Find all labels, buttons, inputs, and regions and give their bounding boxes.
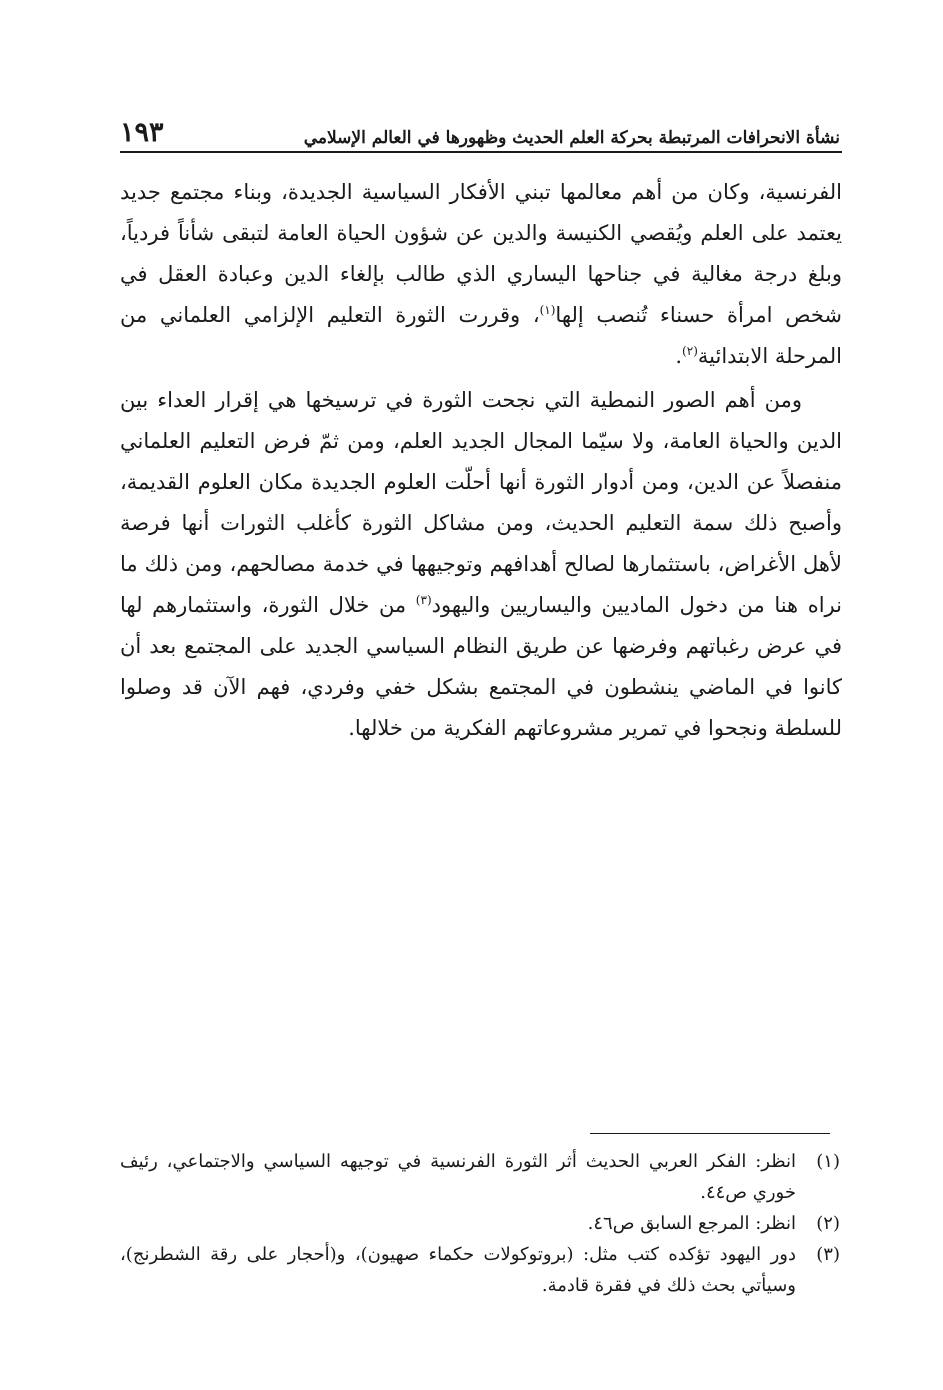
footnote-number: (١): [816, 1151, 840, 1172]
paragraph-text: الفرنسية، وكان من أهم معالمها تبني الأفكار السياسية الجديدة، وبناء مجتمع جديد يعتمد على العلم ويُقصي الكنيسة والدين عن شؤون الحياة العامة لتبقى شأناً فردياً، وبلغ درجة مغالية في جناحها اليساري الذي طالب بإلغاء الدين وعبادة العقل في شخص امرأة حسناء تُنصب إلها: [120, 180, 842, 327]
footnote-text: انظر: المرجع السابق ص٤٦.: [587, 1213, 796, 1234]
paragraph-1: [120, 172, 842, 377]
footnote-text: دور اليهود تؤكده كتب مثل: (بروتوكولات حكماء صهيون)، و(أحجار على رقة الشطرنج)، وسيأتي بحث ذلك في فقرة قادمة.: [120, 1244, 796, 1296]
page-header: [120, 108, 840, 148]
body-text: [120, 172, 842, 749]
paragraph-text: ، وقررت الثورة التعليم الإلزامي العلماني من المرحلة الابتدائية: [120, 303, 842, 368]
paragraph-text: .: [675, 344, 683, 368]
page-number: ١٩٣: [120, 117, 164, 148]
footnote-ref-1: (١): [539, 303, 556, 317]
paragraph-2: [120, 380, 842, 749]
footnote-ref-2: (٢): [682, 344, 698, 358]
footnote-ref-3: (٣): [415, 593, 432, 607]
paragraph-text: من خلال الثورة، واستثمارهم لها في عرض رغباتهم وفرضها عن طريق النظام السياسي الجديد على المجتمع بعد أن كانوا في الماضي ينشطون في المجتمع بشكل خفي وفردي، فهم الآن قد وصلوا للسلطة ونجحوا في تمرير مشروعاتهم الفكرية من خلالها.: [120, 593, 842, 740]
running-title: نشأة الانحرافات المرتبطة بحركة العلم الحديث وظهورها في العالم الإسلامي: [303, 128, 840, 148]
footnote-number: (٢): [816, 1213, 840, 1234]
footnote-number: (٣): [816, 1244, 840, 1265]
footnote-text: انظر: الفكر العربي الحديث أثر الثورة الفرنسية في توجيهه السياسي والاجتماعي، رئيف خوري ص٤٤.: [120, 1151, 796, 1203]
footnotes: [120, 1146, 840, 1301]
paragraph-text: ومن أهم الصور النمطية التي نجحت الثورة في ترسيخها هي إقرار العداء بين الدين والحياة العامة، ولا سيّما المجال الجديد العلم، ومن ثمّ فرض التعليم العلماني منفصلاً عن الدين، ومن أدوار الثورة أنها أحلّت العلوم الجديدة مكان العلوم القديمة، وأصبح ذلك سمة التعليم الحديث، ومن مشاكل الثورة كأغلب الثورات أنها فرصة لأهل الأغراض، باستثمارها لصالح أهدافهم وتوجيهها في خدمة مصالحهم، ومن ذلك ما نراه هنا من دخول الماديين واليساريين واليهود: [120, 388, 842, 617]
header-rule: [120, 151, 842, 153]
footnote-2: [120, 1208, 840, 1239]
footnote-separator: [590, 1133, 830, 1134]
footnote-3: [120, 1239, 840, 1301]
footnote-1: [120, 1146, 840, 1208]
